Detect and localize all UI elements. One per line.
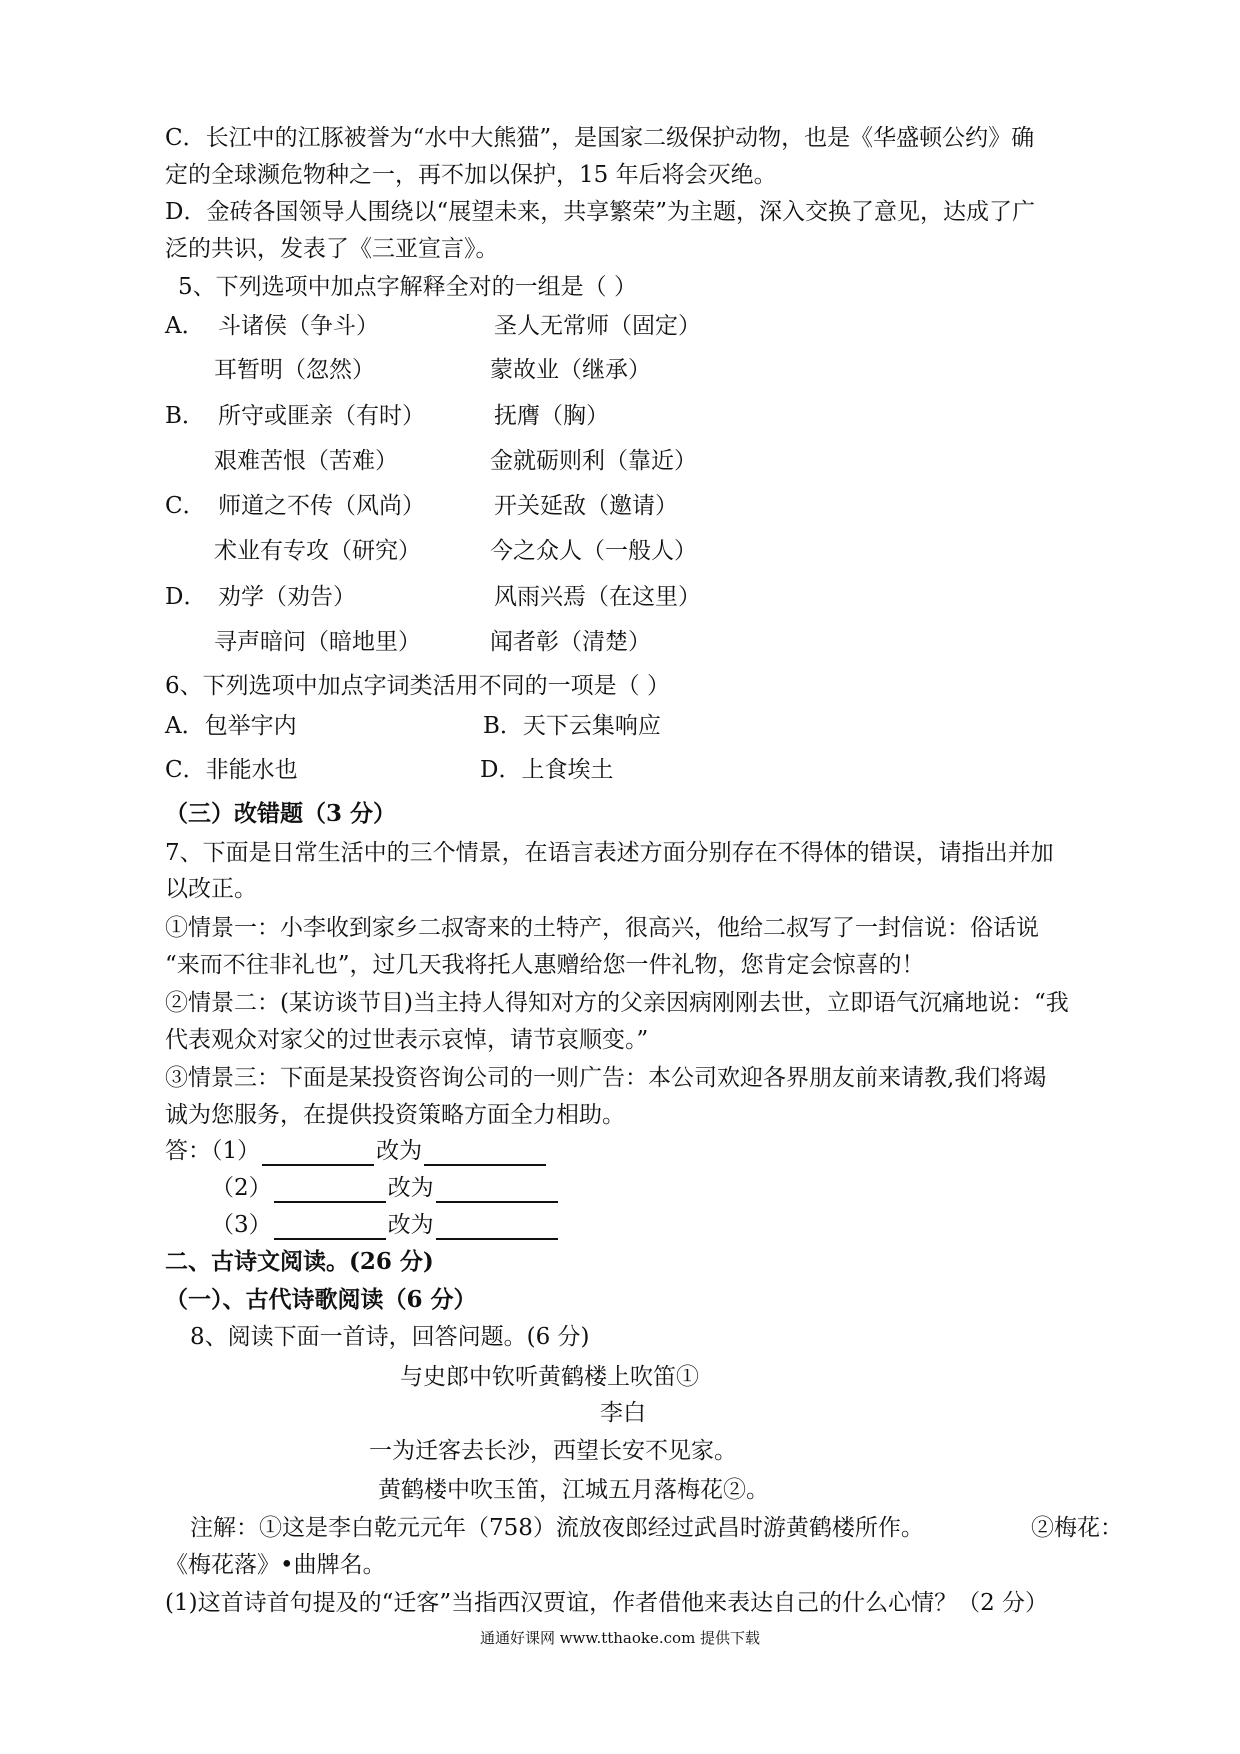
note-line-2: 《梅花落》•曲牌名。 (165, 1552, 386, 1578)
q5-option-b-item1: 所守或匪亲（有时） (218, 403, 425, 429)
q5-option-c-item2: 开关延敌（邀请） (494, 493, 678, 519)
note-line-1-plum: ②梅花： (1031, 1515, 1123, 1541)
answer-3-label: （3） (211, 1212, 272, 1238)
answer-3-change-to: 改为 (387, 1212, 434, 1238)
q5-option-c-item1: 师道之不传（风尚） (218, 493, 425, 519)
footer-credit: 通通好课网 www.tthaoke.com 提供下载 (479, 1629, 761, 1647)
answer-2-change-to: 改为 (387, 1175, 434, 1201)
scene-3-line2: 诚为您服务，在提供投资策略方面全力相助。 (165, 1102, 625, 1128)
scene-1-line2: “来而不往非礼也”，过几天我将托人惠赠给您一件礼物，您肯定会惊喜的！ (165, 952, 925, 978)
answer-3-fix-blank[interactable] (436, 1212, 558, 1240)
q8-subquestion-1: (1)这首诗首句提及的“迁客”当指西汉贾谊，作者借他来表达自己的什么心情？（2 分） (165, 1590, 1049, 1616)
q6-stem: 6、下列选项中加点字词类活用不同的一项是（ ） (165, 673, 670, 699)
answer-1-label: （1） (211, 1138, 261, 1164)
poem-title: 与史郎中钦听黄鹤楼上吹笛① (400, 1364, 699, 1390)
answer-1-change-to: 改为 (376, 1138, 423, 1164)
q7-stem-line2: 以改正。 (165, 876, 257, 902)
q6-option-a: A．包举宇内 (165, 713, 297, 739)
answer-2-label: （2） (211, 1175, 272, 1201)
answer-prefix: 答： (165, 1138, 211, 1164)
q5-option-d-item3: 寻声暗问（暗地里） (214, 629, 421, 655)
q5-option-a-letter: A． (165, 313, 205, 339)
answer-3-wrong-blank[interactable] (274, 1212, 386, 1240)
q4-option-d-line1: D．金砖各国领导人围绕以“展望未来，共享繁荣”为主题，深入交换了意见，达成了广 (165, 199, 1035, 225)
q5-option-a-item3: 耳暂明（忽然） (214, 357, 375, 383)
q4-option-c-line1: C．长江中的江豚被誉为“水中大熊猫”，是国家二级保护动物，也是《华盛顿公约》确 (165, 125, 1035, 151)
part-2-heading: 二、古诗文阅读。(26 分) (165, 1248, 434, 1275)
q5-stem: 5、下列选项中加点字解释全对的一组是（ ） (178, 274, 637, 300)
answer-1-wrong-blank[interactable] (262, 1138, 374, 1166)
answer-row-2 (211, 1173, 560, 1203)
q5-option-d-item1: 劝学（劝告） (218, 584, 356, 610)
answer-2-wrong-blank[interactable] (274, 1175, 386, 1203)
q5-option-c-item3: 术业有专攻（研究） (214, 538, 421, 564)
q5-option-d-item2: 风雨兴焉（在这里） (494, 584, 701, 610)
q4-option-c-line2: 定的全球濒危物种之一，再不加以保护，15 年后将会灭绝。 (165, 162, 777, 188)
q5-option-b-item2: 抚膺（胸） (494, 403, 609, 429)
q6-option-d: D．上食埃土 (480, 757, 614, 783)
q5-option-d-letter: D． (165, 584, 207, 610)
q4-option-d-line2: 泛的共识，发表了《三亚宣言》。 (165, 236, 499, 262)
q5-option-b-letter: B． (165, 403, 205, 429)
poem-line-1: 一为迁客去长沙，西望长安不见家。 (369, 1438, 737, 1464)
q6-option-b: B．天下云集响应 (483, 713, 661, 739)
q5-option-a-item4: 蒙故业（继承） (490, 357, 651, 383)
scene-1-line1: ①情景一：小李收到家乡二叔寄来的土特产，很高兴，他给二叔写了一封信说：俗话说 (165, 915, 1039, 941)
poem-line-2: 黄鹤楼中吹玉笛，江城五月落梅花②。 (378, 1477, 769, 1503)
q5-option-d-item4: 闻者彰（清楚） (490, 629, 651, 655)
q5-option-a-item1: 斗诸侯（争斗） (218, 313, 379, 339)
q8-stem: 8、阅读下面一首诗，回答问题。(6 分) (190, 1324, 590, 1350)
q5-option-c-item4: 今之众人（一般人） (490, 538, 697, 564)
answer-row-3 (211, 1210, 560, 1240)
q6-option-c: C．非能水也 (165, 757, 298, 783)
answer-row-1 (165, 1136, 548, 1166)
note-line-1: 注解：①这是李白乾元元年（758）流放夜郎经过武昌时游黄鹤楼所作。 (190, 1515, 924, 1541)
q5-option-b-item3: 艰难苦恨（苦难） (214, 448, 398, 474)
poetry-section-heading: （一）、古代诗歌阅读（6 分） (165, 1286, 477, 1313)
scene-2-line1: ②情景二：(某访谈节目)当主持人得知对方的父亲因病刚刚去世，立即语气沉痛地说：“我 (165, 990, 1069, 1016)
section-3-heading: （三）改错题（3 分） (165, 800, 397, 827)
answer-2-fix-blank[interactable] (436, 1175, 558, 1203)
q5-option-b-item4: 金就砺则利（靠近） (490, 448, 697, 474)
q5-option-c-letter: C． (165, 493, 206, 519)
q5-option-a-item2: 圣人无常师（固定） (494, 313, 701, 339)
q7-stem-line1: 7、下面是日常生活中的三个情景，在语言表述方面分别存在不得体的错误，请指出并加 (165, 840, 1054, 866)
scene-2-line2: 代表观众对家父的过世表示哀悼，请节哀顺变。” (165, 1027, 649, 1053)
scene-3-line1: ③情景三：下面是某投资咨询公司的一则广告：本公司欢迎各界朋友前来请教,我们将竭 (165, 1065, 1047, 1091)
poem-author: 李白 (600, 1400, 646, 1426)
answer-1-fix-blank[interactable] (424, 1138, 546, 1166)
